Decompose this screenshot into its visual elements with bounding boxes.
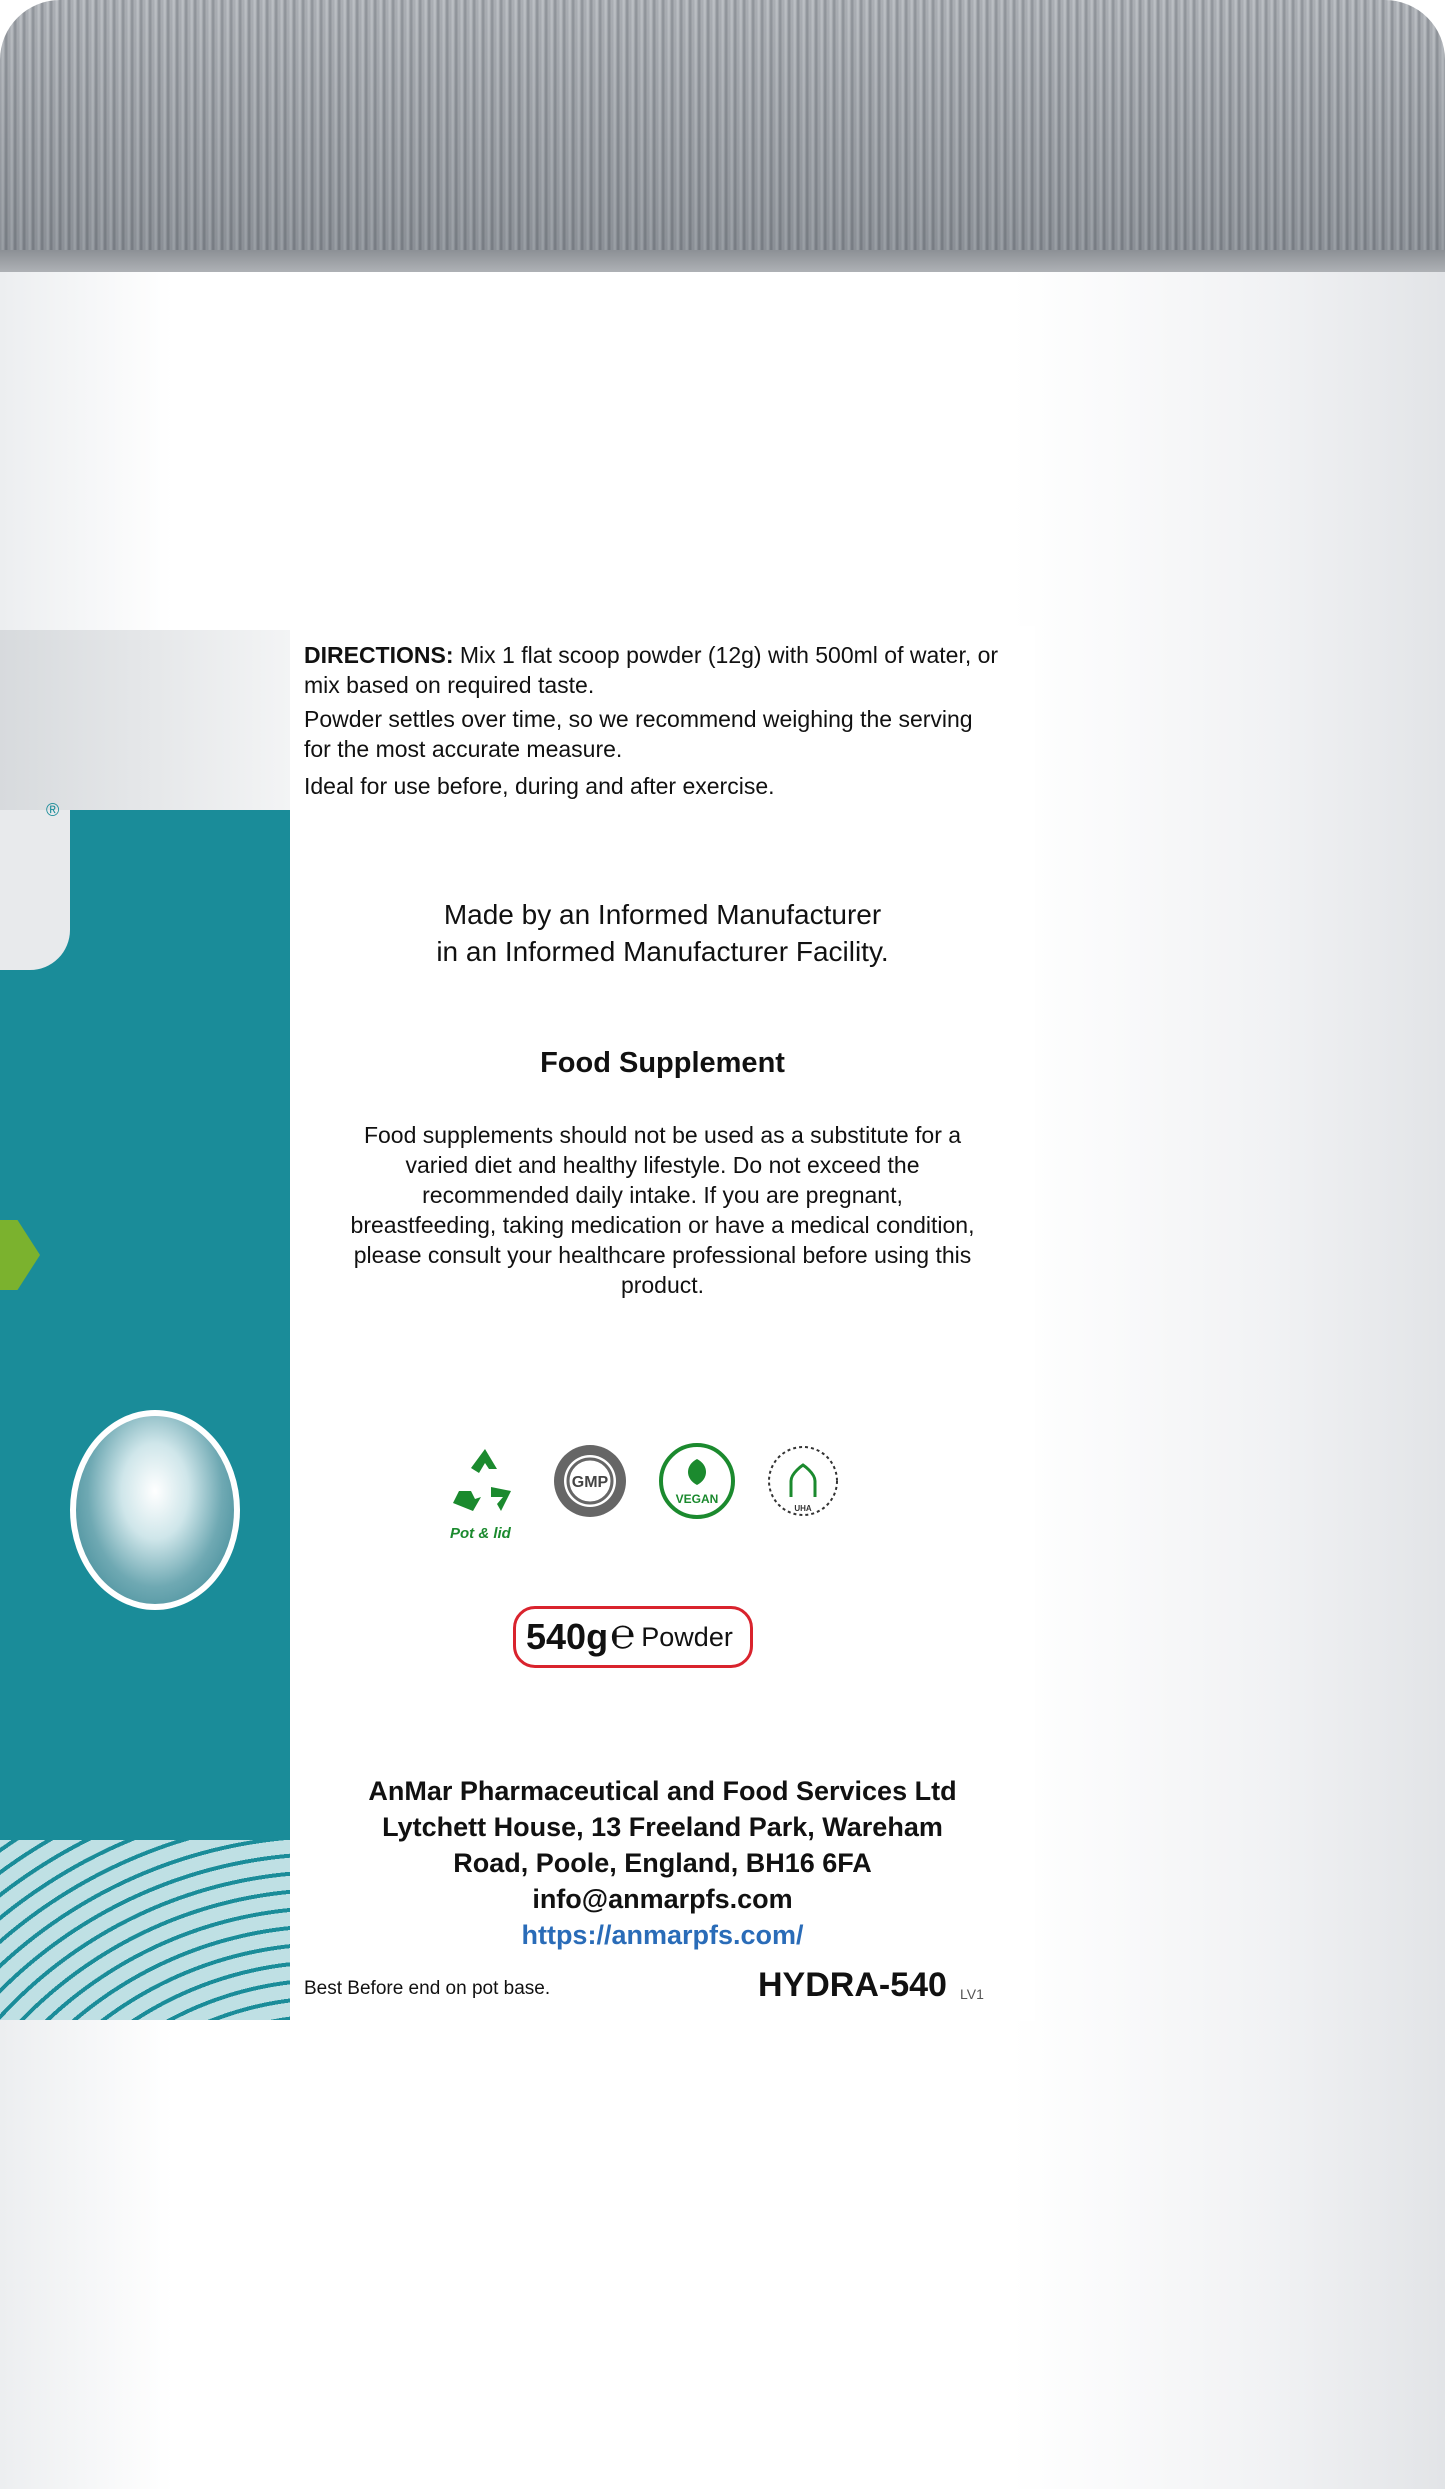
company-email: info@anmarpfs.com [532,1884,793,1914]
registered-mark: ® [46,800,60,820]
net-weight-badge [513,1606,753,1668]
product-code: HYDRA-540 [758,1966,947,2004]
halal-badge-icon [763,1441,843,1521]
vegan-text: VEGAN [675,1492,719,1506]
best-before-note: Best Before end on pot base. [304,1978,551,1999]
back-label [290,626,1035,2021]
vegan-badge-icon [657,1441,737,1521]
company-name: AnMar Pharmaceutical and Food Services Ltd [368,1776,957,1806]
company-address: AnMar Pharmaceutical and Food Services Ltd Lytchett House, 13 Freeland Park, Wareham Road, Poole, England, BH16 6FA info@anmarpfs.com https://anmarpfs.com/ [290,1773,1035,1953]
directions-text: DIRECTIONS: Mix 1 flat scoop powder (12g) with 500ml of water, or mix based on required taste. [304,642,999,698]
company-website-link[interactable]: https://anmarpfs.com/ [521,1920,804,1950]
gmp-badge-icon [550,1441,630,1521]
jar-lid [0,0,1445,272]
recycle-caption: Pot & lid [450,1525,511,1542]
manufacturer-note: Made by an Informed Manufacturer in an Informed Manufacturer Facility. [436,899,889,967]
food-supplement-warning: Food supplements should not be used as a substitute for a varied diet and healthy lifestyle. Do not exceed the recommended daily intake. If you are pregnant, breastfeeding, taking medication or have a medical condition, please consult your healthcare professional before using this product. [350,1122,975,1298]
food-supplement-title: Food Supplement [540,1047,785,1079]
recycle-icon [445,1441,525,1521]
water-splash-image [70,1410,240,1610]
settle-note: Powder settles over time, so we recommend weighing the serving for the most accurate measure. [304,706,973,762]
concentric-arcs-pattern [0,1840,290,2020]
certification-icons [445,1441,875,1561]
label-version: LV1 [960,1986,984,2002]
uha-text: UHA [794,1504,812,1513]
front-label-edge [0,630,290,2020]
product-form: Powder [641,1621,733,1652]
estimated-sign: ℮ [610,1610,636,1657]
gmp-text: GMP [571,1474,609,1491]
net-weight: 540g [526,1616,609,1657]
usage-note: Ideal for use before, during and after exercise. [304,773,775,799]
